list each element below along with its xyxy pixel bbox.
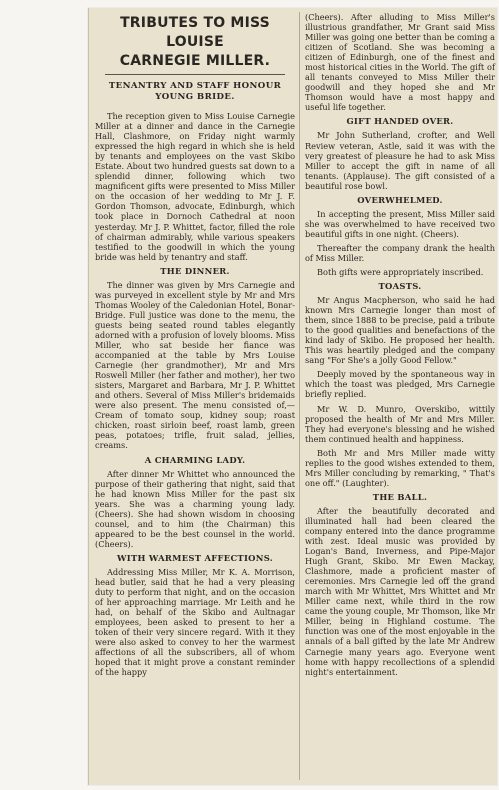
left-column-body xyxy=(95,111,295,677)
paragraph: The dinner was given by Mrs Carnegie and was purveyed in excellent style by Mr and Mrs Thomas Wooley of the Caledonian Hotel, Bonar-Bridge. Full justice was done to the menu, the guests being seated round tables elegantly adorned with a profusion of lovely blooms. Miss Miller, who sat beside her fiance was accompanied at the table by Mrs Louise Carnegie (her grandmother), Mr and Mrs Roswell Miller (her father and mother), her two sisters, Margaret and Barbara, Mr J. P. Whittet and others. Several of Miss Miller's bridemaids were also present. The menu consisted of,—Cream of tomato soup, kidney soup; roast chicken, roast sirloin beef, roast lamb, green peas, potatoes; trifle, fruit salad, jellies, creams. xyxy=(95,279,295,451)
section-heading: A CHARMING LADY. xyxy=(144,454,246,465)
paragraph: In accepting the present, Miss Miller said she was overwhelmed to have received two beautiful gifts in one night. (Cheers). xyxy=(305,208,495,239)
paragraph: Both gifts were appropriately inscribed. xyxy=(317,266,484,277)
newspaper-clipping xyxy=(88,8,497,785)
section-heading: THE BALL. xyxy=(372,491,428,502)
section-heading: WITH WARMEST AFFECTIONS. xyxy=(117,552,273,563)
section-heading: TOASTS. xyxy=(378,281,422,292)
headline-rule xyxy=(105,74,285,75)
paragraph: Addressing Miss Miller, Mr K. A. Morrison, head butler, said that he had a very pleasing duty to perform that night, and on the occasion of her approaching marriage. Mr Leith and he had, on behalf of the Skibo and Aultnagar employees, been asked to present to her a token of their very sincere regard. With it they were also asked to convey to her the warmest affections of all the subscribers, all of whom hoped that it might prove a constant reminder of the happy xyxy=(95,566,295,678)
section-heading: GIFT HANDED OVER. xyxy=(346,116,454,127)
right-column-body xyxy=(305,12,495,677)
section-heading: THE DINNER. xyxy=(160,265,230,276)
paragraph: Mr W. D. Munro, Overskibo, wittily proposed the health of Mr and Mrs Miller. They had everyone's blessing and he wished them continued health and happiness. xyxy=(305,403,495,444)
paragraph: Deeply moved by the spontaneous way in which the toast was pledged, Mrs Carnegie briefly replied. xyxy=(305,369,495,400)
headline-line-1: TRIBUTES TO MISS LOUISE xyxy=(120,15,270,50)
paragraph: After dinner Mr Whittet who announced the purpose of their gathering that night, said that he had known Miss Miller for the past six years. She was a charming young lady. (Cheers). She had shown wisdom in choosing counsel, and to him (the Chairman) this appeared to be the best counsel in the world. (Cheers). xyxy=(95,468,295,549)
left-column xyxy=(95,12,295,681)
right-column xyxy=(305,12,495,681)
paragraph: Both Mr and Mrs Miller made witty replies to the good wishes extended to them, Mrs Miller concluding by remarking, " That's one off." (Laughter). xyxy=(305,447,495,488)
paragraph: The reception given to Miss Louise Carnegie Miller at a dinner and dance in the Carnegie Hall, Clashmore, on Friday night warmly expressed the high regard in which she is held by tenants and employees on the vast Skibo Estate. About two hundred guests sat down to a splendid dinner, following which two magnificent gifts were presented to Miss Miller on the occasion of her wedding to Mr J. F. Gordon Thomson, advocate, Edinburgh, which took place in Dornoch Cathedral at noon yesterday. Mr J. P. Whittet, factor, filled the role of chairman admirably, while various speakers testified to the goodwill in which the young bride was held by tenantry and staff. xyxy=(95,111,295,262)
paragraph: Mr Angus Macpherson, who said he had known Mrs Carnegie longer than most of them, since 1888 to be precise, paid a tribute to the good qualities and benefactions of the kind lady of Skibo. He proposed her health. This was heartily pledged and the company sang "For She's a jolly Good Fellow." xyxy=(305,295,495,366)
subheadline: TENANTRY AND STAFF HONOUR YOUNG BRIDE. xyxy=(108,81,282,102)
column-divider xyxy=(299,12,300,780)
paragraph: Thereafter the company drank the health of Miss Miller. xyxy=(305,242,495,263)
headline-line-2: CARNEGIE MILLER. xyxy=(119,53,271,69)
section-heading: OVERWHELMED. xyxy=(357,194,443,205)
paragraph: After the beautifully decorated and illuminated hall had been cleared the company entered into the dance programme with zest. Ideal music was provided by Logan's Band, Inverness, and Pipe-Major Hugh Grant, Skibo. Mr Ewen Mackay, Clashmore, made a proficient master of ceremonies. Mrs Carnegie led off the grand march with Mr Whittet, Mrs Whittet and Mr Miller came next, while third in the row came the young couple, Mr Thomson, like Mr Miller, being in Highland costume. The function was one of the most enjoyable in the annals of a ball gifted by the late Mr Andrew Carnegie many years ago. Everyone went home with happy recollections of a splendid night's entertainment. xyxy=(305,505,495,677)
paragraph: (Cheers). After alluding to Miss Miller's illustrious grandfather, Mr Grant said Miss Miller was going one better than be coming a citizen of Scotland. She was becoming a citizen of Edinburgh, one of the finest and most historical cities in the World. The gift of all tenants conveyed to Miss Miller their goodwill and they hoped she and Mr Thomson would have a most happy and useful life together. xyxy=(305,12,495,113)
paragraph: Mr John Sutherland, crofter, and Well Review veteran, Astle, said it was with the very greatest of pleasure he had to ask Miss Miller to accept the gift in name of all tenants. (Applause). The gift consisted of a beautiful rose bowl. xyxy=(305,130,495,191)
headline xyxy=(95,14,295,71)
